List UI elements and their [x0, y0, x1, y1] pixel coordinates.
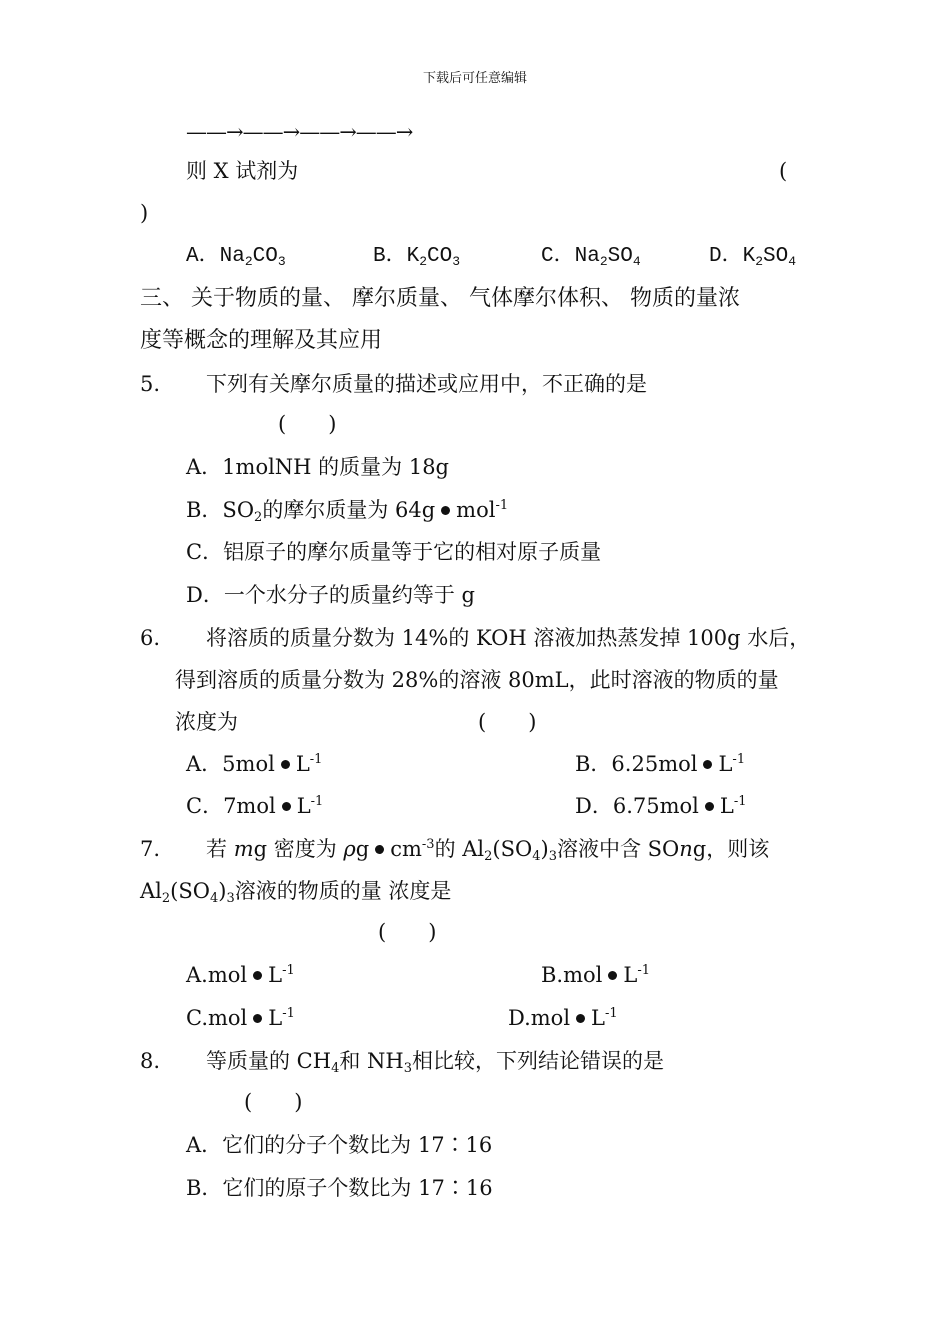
q8-number: 8.: [140, 1049, 161, 1073]
q7-option-c: C.mol $L^{-1}$: [186, 1006, 295, 1030]
q7-option-b: B.mol $L^{-1}$: [541, 963, 651, 987]
q7-answer-paren: ( ): [378, 920, 437, 944]
bullet-dot-icon: [705, 802, 714, 811]
flow-arrows: ——→——→——→——→: [186, 120, 413, 144]
section-3-heading-line2: 度等概念的理解及其应用: [140, 328, 383, 353]
q5-number: 5.: [140, 372, 161, 396]
q5-option-b: B．$SO_2$的摩尔质量为 64g mol$^{-1}$: [186, 498, 509, 525]
bullet-dot-icon: [253, 1014, 262, 1023]
q5-stem: 下列有关摩尔质量的描述或应用中，不正确的是: [206, 372, 647, 396]
q8-answer-paren: ( ): [244, 1090, 303, 1114]
q6-stem-line2: 得到溶质的质量分数为 28%的溶液 80mL，此时溶液的物质的量: [175, 668, 779, 692]
q4-paren-close: ): [140, 201, 149, 225]
q6-answer-paren: ( ): [478, 710, 537, 734]
q6-option-b: B．6.25mol $L^{-1}$: [575, 752, 746, 776]
q6-number: 6.: [140, 626, 161, 650]
bullet-dot-icon: [703, 760, 712, 769]
page-header: 下载后可任意编辑: [422, 71, 527, 86]
q7-number: 7.: [140, 837, 161, 861]
q7-stem-line2: $Al_2(SO_4)_3$溶液的物质的量 浓度是: [140, 879, 452, 906]
q6-stem-line1: 将溶质的质量分数为 14%的 KOH 溶液加热蒸发掉 100g 水后，: [206, 626, 811, 650]
q4-option-b: B．$K_2CO_3$: [373, 245, 461, 269]
q5-answer-paren: ( ): [278, 412, 337, 436]
q4-option-c: C．$Na_2SO_4$: [541, 245, 641, 269]
bullet-dot-icon: [282, 802, 291, 811]
q6-option-a: A．5mol $L^{-1}$: [186, 752, 323, 776]
bullet-dot-icon: [441, 506, 450, 515]
q5-option-c: C．铝原子的摩尔质量等于它的相对原子质量: [186, 540, 602, 564]
q8-option-b: B．它们的原子个数比为 17∶16: [186, 1176, 493, 1200]
q5-option-a: A．1molNH 的质量为 18g: [186, 455, 450, 479]
q7-option-d: D.mol $L^{-1}$: [508, 1006, 618, 1030]
q6-stem-line3: 浓度为: [175, 710, 238, 734]
q8-stem: 等质量的 $CH_4$和 $NH_3$相比较，下列结论错误的是: [206, 1049, 664, 1076]
q4-option-d: D．$K_2SO_4$: [709, 245, 797, 269]
q7-option-a: A.mol $L^{-1}$: [186, 963, 295, 987]
q8-option-a: A．它们的分子个数比为 17∶16: [186, 1133, 493, 1157]
q6-option-c: C．7mol $L^{-1}$: [186, 794, 324, 818]
bullet-dot-icon: [281, 760, 290, 769]
bullet-dot-icon: [608, 971, 617, 980]
q4-paren-open: (: [779, 159, 788, 183]
bullet-dot-icon: [576, 1014, 585, 1023]
q7-stem-line1: 若 mg 密度为 ρg $cm^{-3}$的 $Al_2(SO_4)_3$溶液中含 SOng，则该: [206, 837, 770, 864]
section-3-heading-line1: 三、 关于物质的量、 摩尔质量、 气体摩尔体积、 物质的量浓: [140, 286, 740, 311]
q5-option-d: D．一个水分子的质量约等于 g: [186, 583, 475, 607]
q4-stem: 则 X 试剂为: [186, 159, 299, 183]
q6-option-d: D．6.75mol $L^{-1}$: [575, 794, 747, 818]
bullet-dot-icon: [253, 971, 262, 980]
q4-option-a: A．$Na_2CO_3$: [186, 245, 286, 269]
bullet-dot-icon: [375, 845, 384, 854]
